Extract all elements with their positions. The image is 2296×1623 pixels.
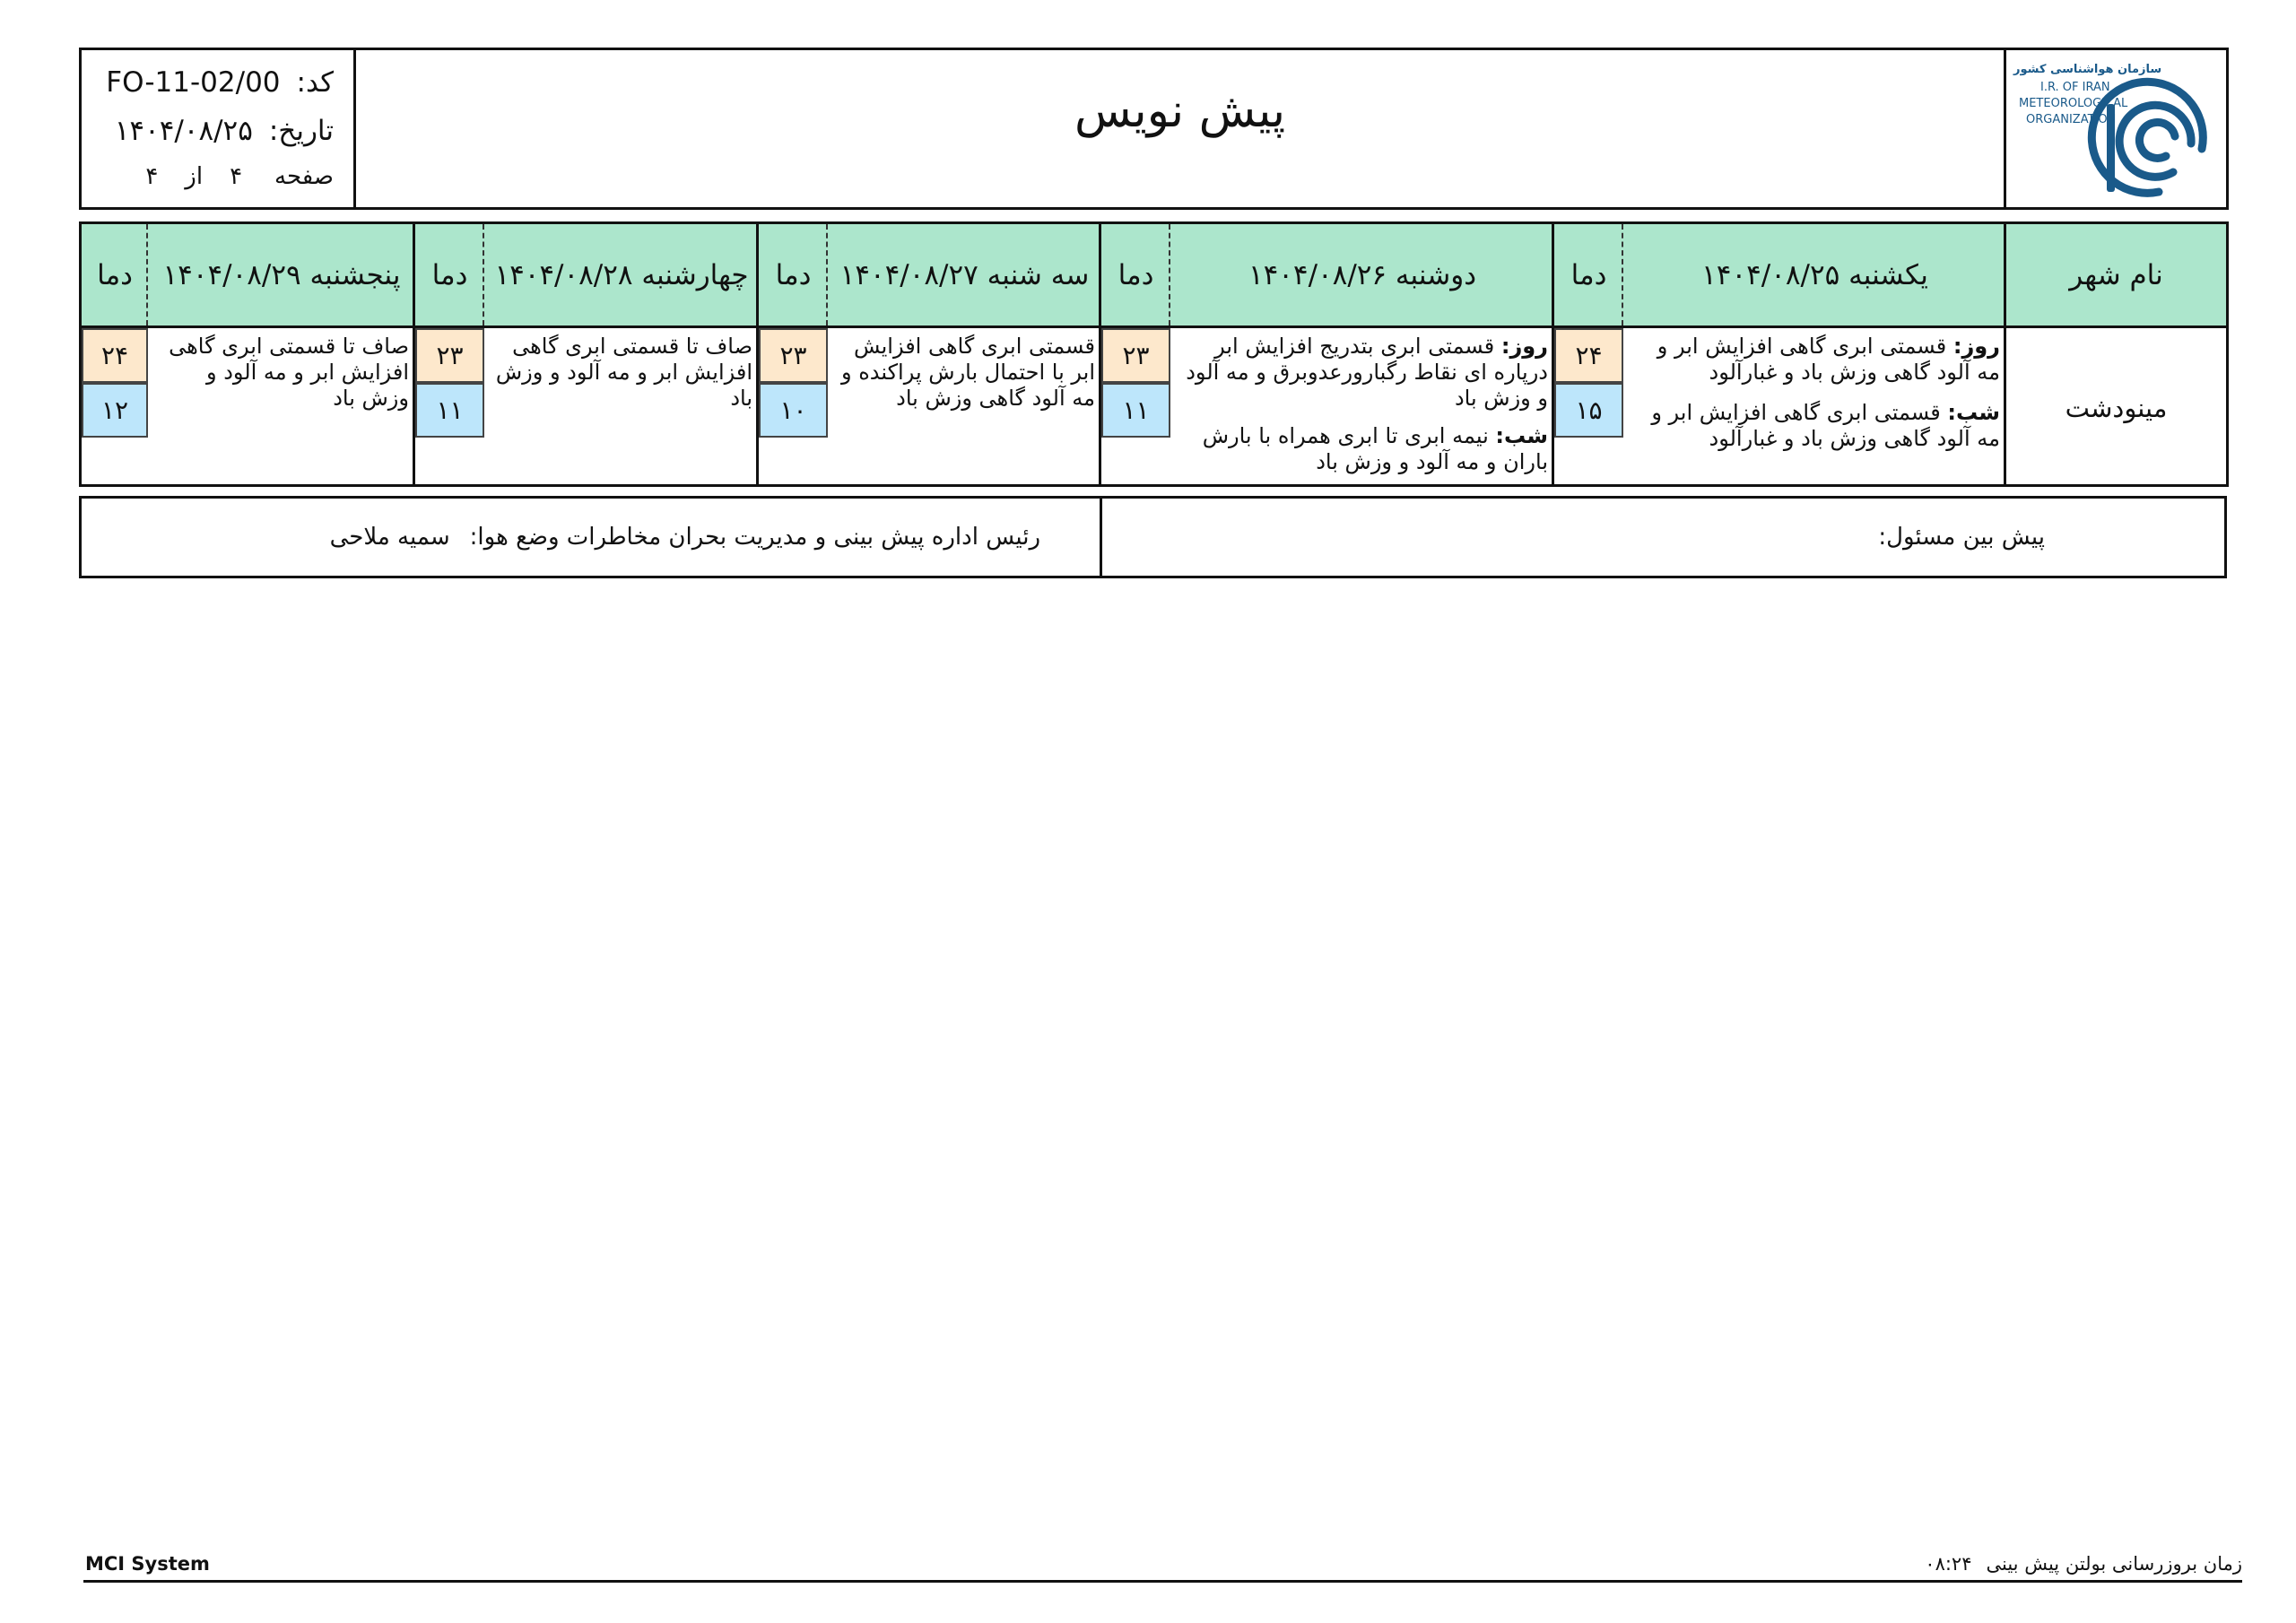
signature-box [79,496,2227,578]
logo-line-1: I.R. OF IRAN [2040,81,2110,94]
dashed-divider [826,224,828,325]
day-5-description: صاف تا قسمتی ابری گاهی افزایش ابر و مه آلود و وزش باد [169,334,409,411]
day-header-1: یکشنبه ۱۴۰۴/۰۸/۲۵ [1623,224,2006,325]
temp-header-3: دما [759,224,828,325]
footer-rule [83,1580,2242,1583]
temp-header-2: دما [1101,224,1170,325]
page-of: از [185,163,204,190]
day-header-4: چهارشنبه ۱۴۰۴/۰۸/۲۸ [484,224,759,325]
day-1-day-text: قسمتی ابری گاهی افزایش ابر و مه آلود گاهی وزش باد و غبارآلود [1657,334,2000,385]
head-of-department [330,524,1040,551]
code-label: کد: [296,66,334,99]
day-2-day-text: قسمتی ابری بتدریج افزایش ابر درپاره ای نقاط رگبارورعدوبرق و مه آلود و وزش باد [1186,334,1548,411]
logo-name-fa: سازمان هواشناسی کشور [2013,63,2162,76]
day-4-description: صاف تا قسمتی ابری گاهی افزایش ابر و مه آلود و وزش باد [495,334,752,411]
day-4-max-temp: ۲۳ [415,328,484,383]
meta-page-row [145,163,334,190]
day-5-min-temp: ۱۲ [82,383,148,438]
day-1-night-description [1632,400,2000,452]
day-2-night-description [1180,423,1548,475]
day-2-max-temp: ۲۳ [1101,328,1170,383]
bulletin-update-time [1925,1553,2242,1575]
temp-header-4: دما [415,224,484,325]
code-value: FO-11-02/00 [106,66,281,99]
dashed-divider [483,224,484,325]
dashed-divider [1169,224,1170,325]
logo-line-3: ORGANIZATION [2026,113,2117,126]
system-name: MCI System [85,1553,210,1575]
head-name: سمیه ملاحی [329,524,450,551]
day-1-max-temp: ۲۴ [1554,328,1623,383]
day-2-min-temp: ۱۱ [1101,383,1170,438]
forecaster-label: پیش بین مسئول: [1878,524,2045,551]
temp-header-5: دما [82,224,148,325]
day-header-5: پنجشنبه ۱۴۰۴/۰۸/۲۹ [148,224,415,325]
head-label: رئیس اداره پیش بینی و مدیریت بحران مخاطرات وضع هوا: [469,524,1040,551]
signature-divider [1100,499,1102,576]
document-title: پیش نویس [1074,84,1286,138]
city-header: نام شهر [2006,224,2226,325]
day-3-min-temp: ۱۰ [759,383,828,438]
day-1-night-text: قسمتی ابری گاهی افزایش ابر و مه آلود گاهی وزش باد و غبارآلود [1651,400,2000,451]
day-2-night-text: نیمه ابری تا ابری همراه با بارش باران و مه آلود و وزش باد [1202,423,1548,474]
document-header [79,48,2229,210]
logo-cell [2004,50,2226,207]
page-current: ۴ [230,163,243,190]
meta-date-row [115,115,334,147]
forecast-table [79,221,2229,487]
day-header-3: سه شنبه ۱۴۰۴/۰۸/۲۷ [828,224,1101,325]
day-1-day-label: روز: [1952,334,2000,359]
day-header-2: دوشنبه ۱۴۰۴/۰۸/۲۶ [1170,224,1554,325]
logo-line-2: METEOROLOGICAL [2019,97,2128,110]
temp-header-1: دما [1554,224,1623,325]
document-meta [82,50,356,207]
day-2-night-label: شب: [1495,423,1548,448]
date-value: ۱۴۰۴/۰۸/۲۵ [114,115,253,147]
meta-code-row [106,66,334,99]
day-2-day-label: روز: [1500,334,1548,359]
day-1-night-label: شب: [1947,400,2000,425]
day-3-max-temp: ۲۳ [759,328,828,383]
date-label: تاریخ: [268,115,334,147]
day-5-max-temp: ۲۴ [82,328,148,383]
page-total: ۴ [145,163,159,190]
city-name: مینودشت [2065,392,2168,423]
dashed-divider [146,224,148,325]
update-time: ۰۸:۲۴ [1925,1553,1972,1575]
day-1-description [1632,334,2000,386]
day-3-description: قسمتی ابری گاهی افزایش ابر با احتمال بارش پراکنده و مه آلود گاهی وزش باد [841,334,1095,411]
update-label: زمان بروزرسانی بولتن پیش بینی [1986,1553,2242,1575]
dashed-divider [1622,224,1623,325]
day-4-min-temp: ۱۱ [415,383,484,438]
page-label: صفحه [274,163,334,190]
day-2-description [1180,334,1548,412]
day-1-min-temp: ۱۵ [1554,383,1623,438]
